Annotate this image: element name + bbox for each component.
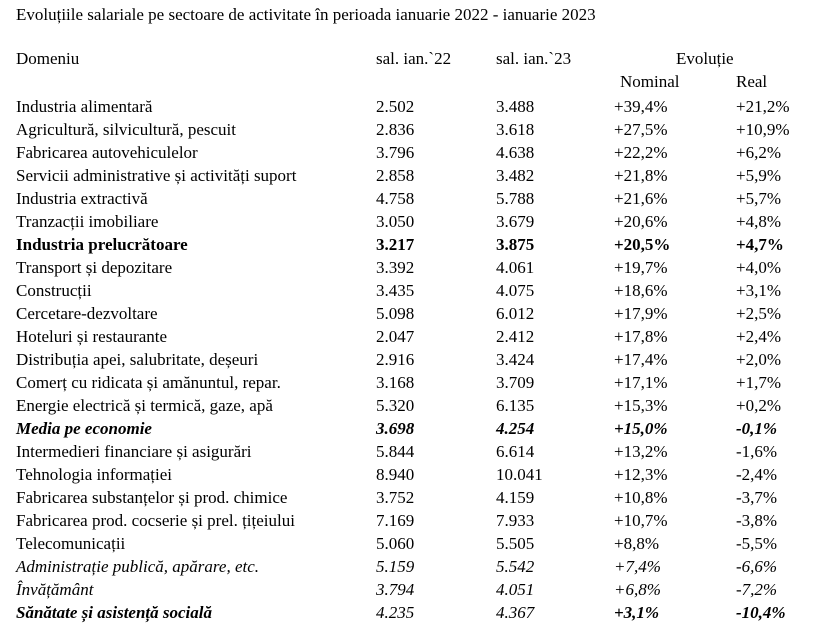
table-row bbox=[0, 394, 818, 417]
table-row bbox=[0, 279, 818, 302]
salary-jan-22-cell: 2.502 bbox=[376, 97, 415, 116]
salary-jan-23-cell: 3.488 bbox=[496, 97, 535, 116]
table-row bbox=[0, 325, 818, 348]
table-row bbox=[0, 256, 818, 279]
real-evolution-cell: +6,2% bbox=[736, 143, 781, 162]
real-evolution-cell: -3,7% bbox=[736, 488, 778, 507]
header-salary-jan-23: sal. ian.`23 bbox=[496, 49, 572, 68]
sector-name-cell: Sănătate și asistență socială bbox=[16, 603, 212, 622]
sector-name-cell: Intermedieri financiare și asigurări bbox=[16, 442, 252, 461]
sector-name-cell: Industria extractivă bbox=[16, 189, 148, 208]
salary-jan-22-cell: 3.217 bbox=[376, 235, 415, 254]
salary-jan-23-cell: 5.505 bbox=[496, 534, 535, 553]
sector-name-cell: Telecomunicații bbox=[16, 534, 126, 553]
nominal-evolution-cell: +39,4% bbox=[614, 97, 668, 116]
real-evolution-cell: +0,2% bbox=[736, 396, 781, 415]
table-row bbox=[0, 463, 818, 486]
nominal-evolution-cell: +20,5% bbox=[614, 235, 671, 254]
salary-jan-23-cell: 4.254 bbox=[496, 419, 535, 438]
nominal-evolution-cell: +7,4% bbox=[614, 557, 661, 576]
nominal-evolution-cell: +17,4% bbox=[614, 350, 668, 369]
table-row bbox=[0, 95, 818, 118]
nominal-evolution-cell: +15,3% bbox=[614, 396, 668, 415]
nominal-evolution-cell: +8,8% bbox=[614, 534, 659, 553]
sector-name-cell: Media pe economie bbox=[16, 419, 152, 438]
table-row bbox=[0, 187, 818, 210]
table-row bbox=[0, 486, 818, 509]
salary-table-body bbox=[0, 95, 818, 624]
sector-name-cell: Transport și depozitare bbox=[16, 258, 173, 277]
sector-name-cell: Distribuția apei, salubritate, deșeuri bbox=[16, 350, 259, 369]
salary-jan-23-cell: 3.679 bbox=[496, 212, 535, 231]
table-row bbox=[0, 141, 818, 164]
nominal-evolution-cell: +10,7% bbox=[614, 511, 668, 530]
real-evolution-cell: +10,9% bbox=[736, 120, 790, 139]
salary-jan-22-cell: 3.752 bbox=[376, 488, 415, 507]
salary-jan-23-cell: 5.542 bbox=[496, 557, 535, 576]
salary-jan-23-cell: 3.618 bbox=[496, 120, 535, 139]
nominal-evolution-cell: +20,6% bbox=[614, 212, 668, 231]
table-row bbox=[0, 440, 818, 463]
salary-jan-22-cell: 3.050 bbox=[376, 212, 415, 231]
sector-name-cell: Industria prelucrătoare bbox=[16, 235, 188, 254]
salary-jan-22-cell: 2.047 bbox=[376, 327, 415, 346]
header-salary-jan-22: sal. ian.`22 bbox=[376, 49, 452, 68]
salary-jan-23-cell: 4.367 bbox=[496, 603, 535, 622]
nominal-evolution-cell: +12,3% bbox=[614, 465, 668, 484]
sector-name-cell: Agricultură, silvicultură, pescuit bbox=[16, 120, 236, 139]
table-row bbox=[0, 371, 818, 394]
nominal-evolution-cell: +13,2% bbox=[614, 442, 668, 461]
page-title: Evoluțiile salariale pe sectoare de activitate în perioada ianuarie 2022 - ianuarie 2023 bbox=[16, 5, 596, 24]
salary-jan-23-cell: 5.788 bbox=[496, 189, 535, 208]
sector-name-cell: Administrație publică, apărare, etc. bbox=[16, 557, 260, 576]
real-evolution-cell: -7,2% bbox=[736, 580, 778, 599]
salary-jan-23-cell: 4.051 bbox=[496, 580, 535, 599]
table-row bbox=[0, 210, 818, 233]
sector-name-cell: Industria alimentară bbox=[16, 97, 153, 116]
table-row bbox=[0, 509, 818, 532]
sector-name-cell: Comerț cu ridicata și amănuntul, repar. bbox=[16, 373, 281, 392]
sector-name-cell: Servicii administrative și activități suport bbox=[16, 166, 297, 185]
header-domain: Domeniu bbox=[16, 49, 80, 68]
salary-jan-22-cell: 8.940 bbox=[376, 465, 415, 484]
salary-jan-23-cell: 10.041 bbox=[496, 465, 543, 484]
salary-jan-22-cell: 2.916 bbox=[376, 350, 415, 369]
salary-jan-23-cell: 2.412 bbox=[496, 327, 535, 346]
salary-jan-22-cell: 4.758 bbox=[376, 189, 415, 208]
salary-jan-23-cell: 6.135 bbox=[496, 396, 535, 415]
real-evolution-cell: -6,6% bbox=[736, 557, 778, 576]
nominal-evolution-cell: +22,2% bbox=[614, 143, 668, 162]
nominal-evolution-cell: +3,1% bbox=[614, 603, 660, 622]
real-evolution-cell: +5,9% bbox=[736, 166, 781, 185]
salary-jan-22-cell: 3.435 bbox=[376, 281, 415, 300]
table-row bbox=[0, 601, 818, 624]
salary-jan-22-cell: 3.796 bbox=[376, 143, 415, 162]
salary-jan-22-cell: 5.844 bbox=[376, 442, 415, 461]
table-row bbox=[0, 164, 818, 187]
table-row bbox=[0, 417, 818, 440]
sector-name-cell: Hoteluri și restaurante bbox=[16, 327, 168, 346]
salary-jan-23-cell: 3.709 bbox=[496, 373, 535, 392]
salary-jan-22-cell: 5.320 bbox=[376, 396, 415, 415]
salary-jan-23-cell: 3.875 bbox=[496, 235, 535, 254]
nominal-evolution-cell: +21,8% bbox=[614, 166, 668, 185]
salary-jan-23-cell: 4.638 bbox=[496, 143, 535, 162]
sector-name-cell: Cercetare-dezvoltare bbox=[16, 304, 158, 323]
salary-jan-22-cell: 3.698 bbox=[376, 419, 415, 438]
salary-jan-22-cell: 5.098 bbox=[376, 304, 415, 323]
salary-jan-23-cell: 3.482 bbox=[496, 166, 535, 185]
sector-name-cell: Fabricarea substanțelor și prod. chimice bbox=[16, 488, 288, 507]
nominal-evolution-cell: +17,1% bbox=[614, 373, 668, 392]
salary-jan-22-cell: 4.235 bbox=[376, 603, 415, 622]
salary-jan-23-cell: 3.424 bbox=[496, 350, 535, 369]
salary-jan-22-cell: 2.836 bbox=[376, 120, 415, 139]
nominal-evolution-cell: +15,0% bbox=[614, 419, 668, 438]
salary-jan-22-cell: 3.794 bbox=[376, 580, 415, 599]
salary-jan-23-cell: 6.012 bbox=[496, 304, 535, 323]
sector-name-cell: Tehnologia informației bbox=[16, 465, 173, 484]
nominal-evolution-cell: +17,9% bbox=[614, 304, 668, 323]
salary-jan-23-cell: 7.933 bbox=[496, 511, 535, 530]
nominal-evolution-cell: +17,8% bbox=[614, 327, 668, 346]
sector-name-cell: Tranzacții imobiliare bbox=[16, 212, 159, 231]
table-row bbox=[0, 348, 818, 371]
real-evolution-cell: -5,5% bbox=[736, 534, 778, 553]
real-evolution-cell: -10,4% bbox=[736, 603, 786, 622]
real-evolution-cell: +21,2% bbox=[736, 97, 790, 116]
table-row bbox=[0, 555, 818, 578]
sector-name-cell: Fabricarea autovehiculelor bbox=[16, 143, 198, 162]
nominal-evolution-cell: +10,8% bbox=[614, 488, 668, 507]
salary-jan-22-cell: 2.858 bbox=[376, 166, 415, 185]
real-evolution-cell: +2,5% bbox=[736, 304, 781, 323]
salary-jan-22-cell: 5.159 bbox=[376, 557, 415, 576]
real-evolution-cell: +4,8% bbox=[736, 212, 781, 231]
salary-jan-22-cell: 5.060 bbox=[376, 534, 415, 553]
real-evolution-cell: +4,7% bbox=[736, 235, 784, 254]
header-evolution: Evoluție bbox=[676, 49, 734, 68]
salary-jan-22-cell: 7.169 bbox=[376, 511, 415, 530]
header-nominal: Nominal bbox=[620, 72, 680, 91]
real-evolution-cell: +2,4% bbox=[736, 327, 781, 346]
nominal-evolution-cell: +19,7% bbox=[614, 258, 668, 277]
real-evolution-cell: +5,7% bbox=[736, 189, 781, 208]
real-evolution-cell: -0,1% bbox=[736, 419, 778, 438]
salary-jan-23-cell: 4.075 bbox=[496, 281, 535, 300]
real-evolution-cell: +3,1% bbox=[736, 281, 781, 300]
real-evolution-cell: -2,4% bbox=[736, 465, 778, 484]
nominal-evolution-cell: +6,8% bbox=[614, 580, 661, 599]
sector-name-cell: Fabricarea prod. cocserie și prel. țițeiului bbox=[16, 511, 295, 530]
sector-name-cell: Construcții bbox=[16, 281, 92, 300]
table-row bbox=[0, 578, 818, 601]
table-row bbox=[0, 302, 818, 325]
salary-jan-22-cell: 3.168 bbox=[376, 373, 415, 392]
table-row bbox=[0, 532, 818, 555]
real-evolution-cell: -1,6% bbox=[736, 442, 778, 461]
sector-name-cell: Energie electrică și termică, gaze, apă bbox=[16, 396, 273, 415]
salary-jan-23-cell: 4.159 bbox=[496, 488, 535, 507]
table-row bbox=[0, 233, 818, 256]
salary-jan-23-cell: 4.061 bbox=[496, 258, 535, 277]
sector-name-cell: Învățământ bbox=[16, 580, 94, 599]
table-row bbox=[0, 118, 818, 141]
salary-jan-22-cell: 3.392 bbox=[376, 258, 415, 277]
header-real: Real bbox=[736, 72, 768, 91]
real-evolution-cell: -3,8% bbox=[736, 511, 778, 530]
nominal-evolution-cell: +18,6% bbox=[614, 281, 668, 300]
nominal-evolution-cell: +27,5% bbox=[614, 120, 668, 139]
real-evolution-cell: +1,7% bbox=[736, 373, 781, 392]
salary-jan-23-cell: 6.614 bbox=[496, 442, 535, 461]
real-evolution-cell: +4,0% bbox=[736, 258, 781, 277]
nominal-evolution-cell: +21,6% bbox=[614, 189, 668, 208]
real-evolution-cell: +2,0% bbox=[736, 350, 781, 369]
